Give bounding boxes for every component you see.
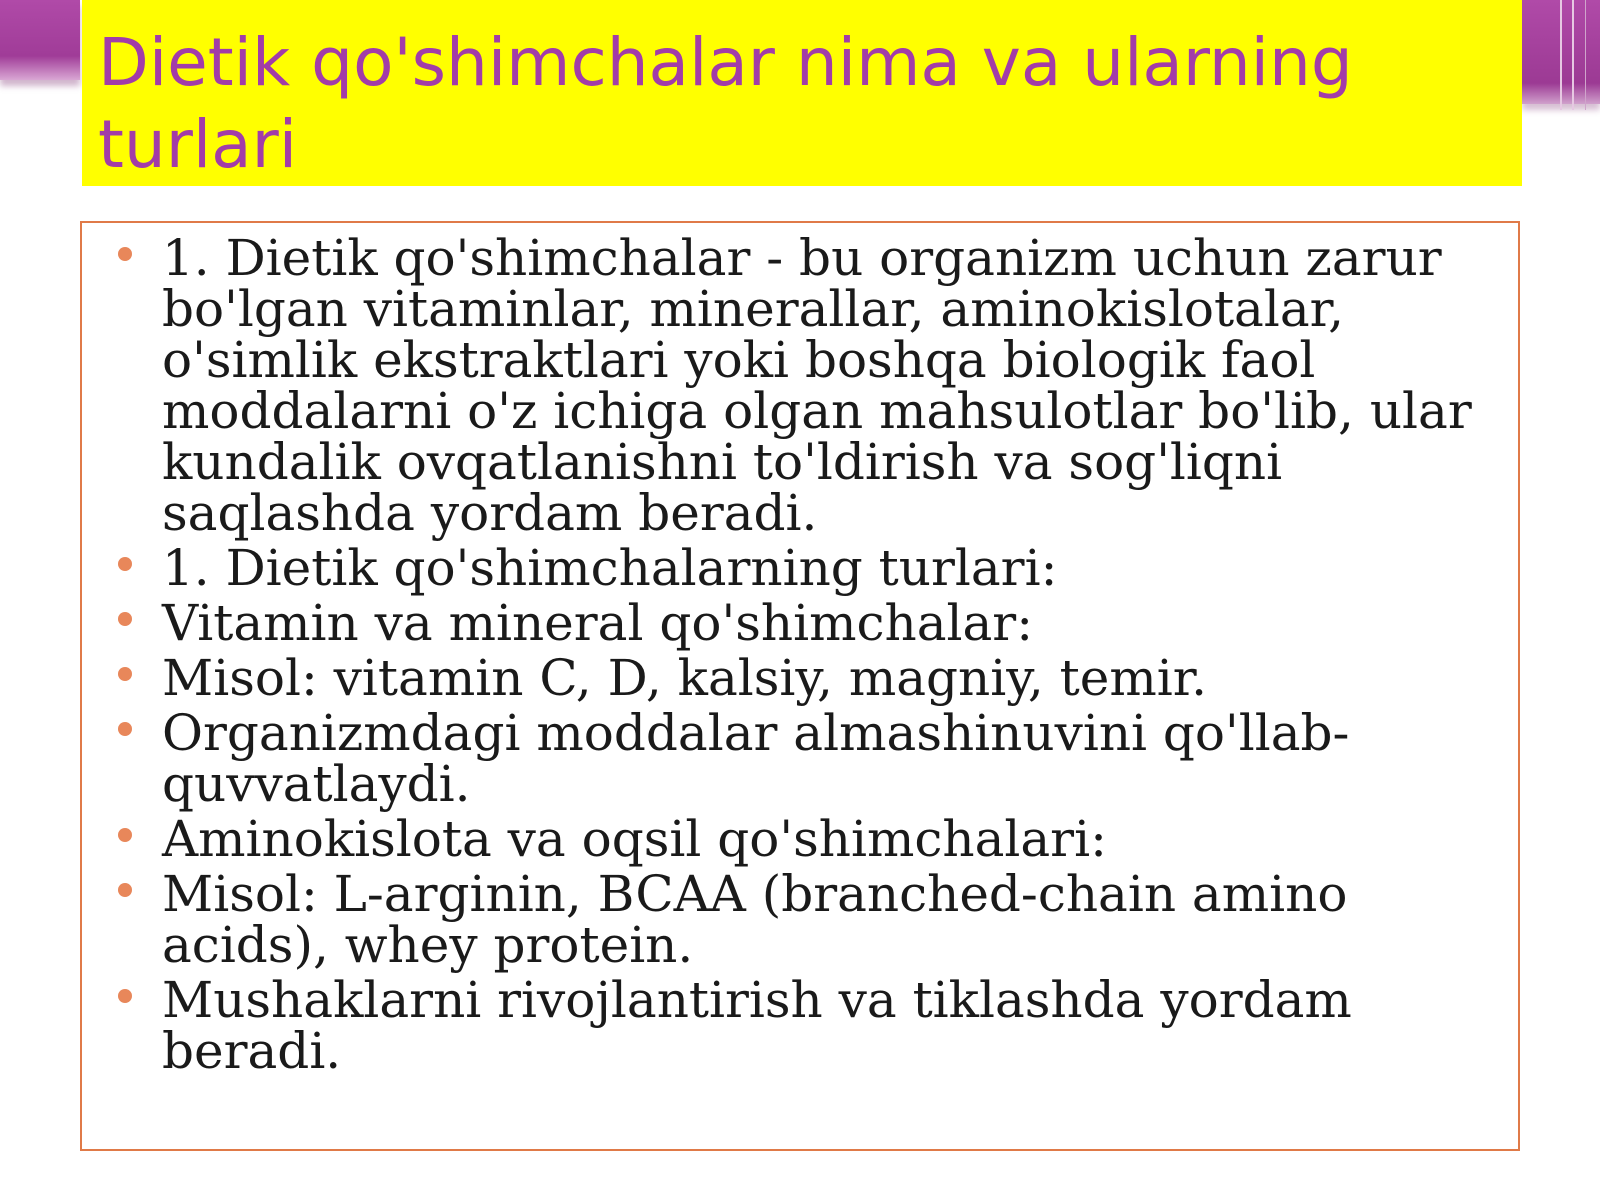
bullet-dot-icon — [118, 883, 132, 897]
bullet-item — [82, 865, 1498, 974]
bullet-text: Misol: L-arginin, BCAA (branched-chain amino acids), whey protein. — [162, 865, 1348, 974]
bullet-item — [82, 649, 1498, 707]
decorative-line — [1585, 0, 1586, 110]
bullet-text: Vitamin va mineral qo'shimchalar: — [162, 594, 1034, 652]
bullet-item — [82, 229, 1498, 542]
decorative-corner-left — [0, 0, 80, 80]
bullet-item — [82, 810, 1498, 868]
title-banner — [82, 0, 1522, 186]
content-panel — [80, 221, 1520, 1151]
bullet-text: Mushaklarni rivojlantirish va tiklashda yordam beradi. — [162, 971, 1352, 1080]
slide-title: Dietik qo'shimchalar nima va ularning turlari — [98, 24, 1353, 183]
bullet-text: Aminokislota va oqsil qo'shimchalari: — [162, 810, 1107, 868]
bullet-dot-icon — [118, 667, 132, 681]
bullet-text: 1. Dietik qo'shimchalarning turlari: — [162, 539, 1058, 597]
bullet-item — [82, 704, 1498, 813]
decorative-line — [1560, 0, 1562, 110]
bullet-dot-icon — [118, 989, 132, 1003]
bullet-dot-icon — [118, 247, 132, 261]
decorative-line — [1572, 0, 1574, 110]
bullet-dot-icon — [118, 828, 132, 842]
bullet-dot-icon — [118, 612, 132, 626]
bullet-list — [82, 223, 1518, 1080]
bullet-dot-icon — [118, 722, 132, 736]
bullet-text: Misol: vitamin C, D, kalsiy, magniy, temir. — [162, 649, 1208, 707]
bullet-text: 1. Dietik qo'shimchalar - bu organizm uchun zarur bo'lgan vitaminlar, minerallar, aminokislotalar, o'simlik ekstraktlari yoki boshqa biologik faol moddalarni o'z ichiga olgan mahsulotlar bo'lib, ular kundalik ovqatlanishni to'ldirish va sog'liqni saqlashda yordam beradi. — [162, 229, 1472, 542]
bullet-item — [82, 971, 1498, 1080]
bullet-dot-icon — [118, 557, 132, 571]
bullet-text: Organizmdagi moddalar almashinuvini qo'llab-quvvatlaydi. — [162, 704, 1350, 813]
bullet-item — [82, 539, 1498, 597]
bullet-item — [82, 594, 1498, 652]
